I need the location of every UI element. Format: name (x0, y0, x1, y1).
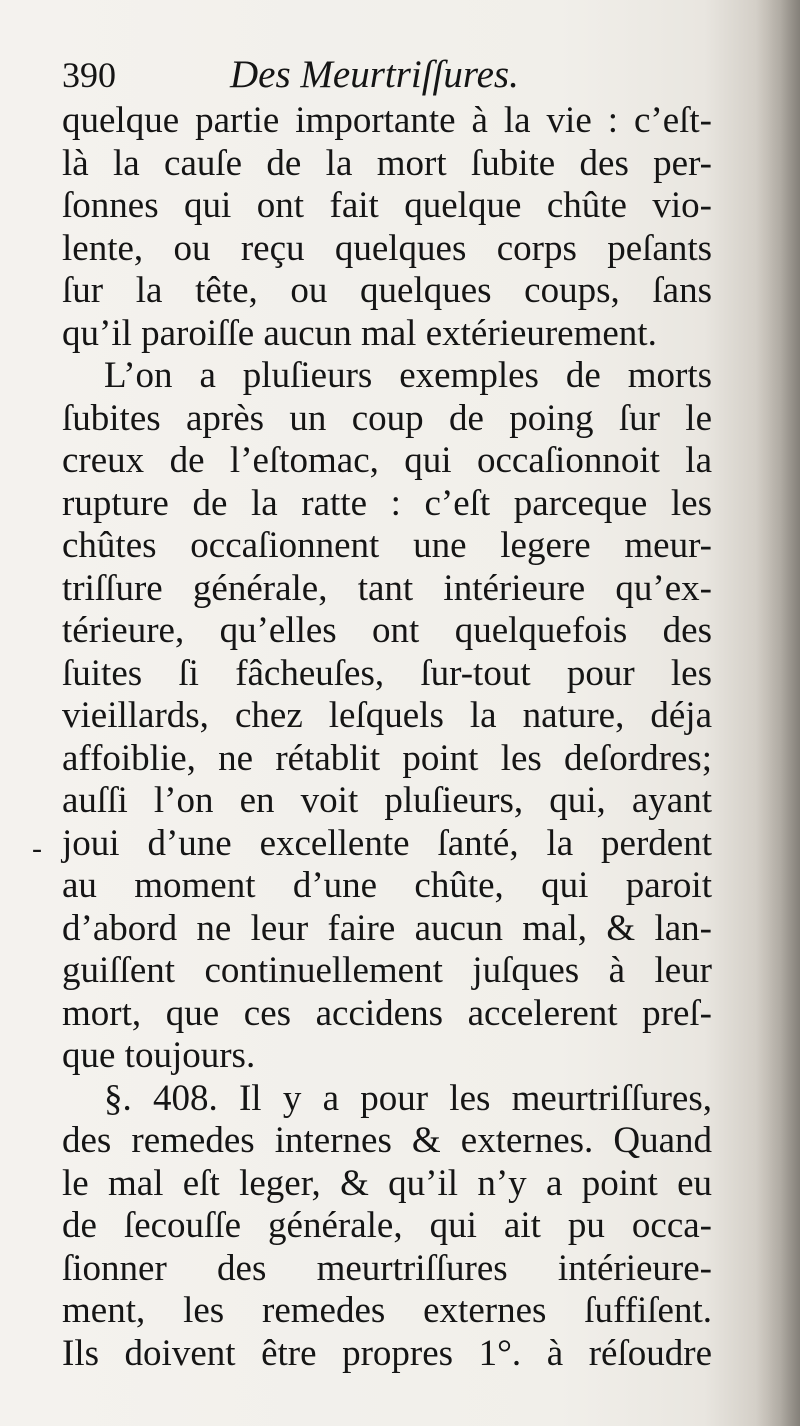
text-line: de ſecouſſe générale, qui ait pu occa- (62, 1205, 712, 1246)
text-line: joui d’une excellente ſanté, la perdent (62, 822, 712, 864)
text-line: quelque partie importante à la vie : c’eſt- (62, 100, 712, 141)
text-line: chûtes occaſionnent une legere meur- (62, 525, 712, 566)
text-line: ment, les remedes externes ſuffiſent. (62, 1290, 712, 1331)
text-line: ſuites ſi fâcheuſes, ſur-tout pour les (62, 652, 712, 694)
text-line: rupture de la ratte : c’eſt parceque les (62, 482, 712, 524)
text-line: §. 408. Il y a pour les meurtriſſures, (104, 1077, 712, 1119)
text-line: que toujours. (62, 1035, 256, 1076)
text-line: qu’il paroiſſe aucun mal extérieurement. (62, 312, 657, 354)
margin-mark: - (32, 832, 42, 865)
running-head: Des Meurtriſſures. (230, 53, 519, 96)
text-line: mort, que ces accidens accelerent preſ- (62, 992, 712, 1034)
text-line: le mal eſt leger, & qu’il n’y a point eu (62, 1162, 712, 1204)
text-line: des remedes internes & externes. Quand (62, 1120, 712, 1161)
page-gutter-shadow (756, 0, 800, 1426)
page-header (62, 46, 742, 100)
text-line: guiſſent continuellement juſques à leur (62, 950, 712, 991)
text-line: affoiblie, ne rétablit point les deſordres; (62, 737, 712, 779)
text-line: ſionner des meurtriſſures intérieure- (62, 1247, 712, 1289)
text-line: térieure, qu’elles ont quelquefois des (62, 610, 712, 651)
text-line: au moment d’une chûte, qui paroit (62, 865, 712, 906)
page-number: 390 (62, 55, 116, 95)
text-line: ſur la tête, ou quelques coups, ſans (62, 270, 712, 311)
text-line: ſubites après un coup de poing ſur le (62, 397, 712, 439)
text-line: triſſure générale, tant intérieure qu’ex- (62, 567, 712, 609)
text-line: creux de l’eſtomac, qui occaſionnoit la (62, 440, 712, 481)
text-line: lente, ou reçu quelques corps peſants (62, 227, 712, 269)
text-line: vieillards, chez leſquels la nature, déja (62, 695, 712, 736)
text-line: ſonnes qui ont fait quelque chûte vio- (62, 185, 712, 226)
text-line: auſſi l’on en voit pluſieurs, qui, ayant (62, 780, 712, 821)
text-line: d’abord ne leur faire aucun mal, & lan- (62, 907, 712, 949)
text-line: Ils doivent être propres 1°. à réſoudre (62, 1332, 712, 1374)
body-text (62, 100, 712, 1375)
text-line: L’on a pluſieurs exemples de morts (104, 355, 712, 396)
text-line: là la cauſe de la mort ſubite des per- (62, 142, 712, 184)
